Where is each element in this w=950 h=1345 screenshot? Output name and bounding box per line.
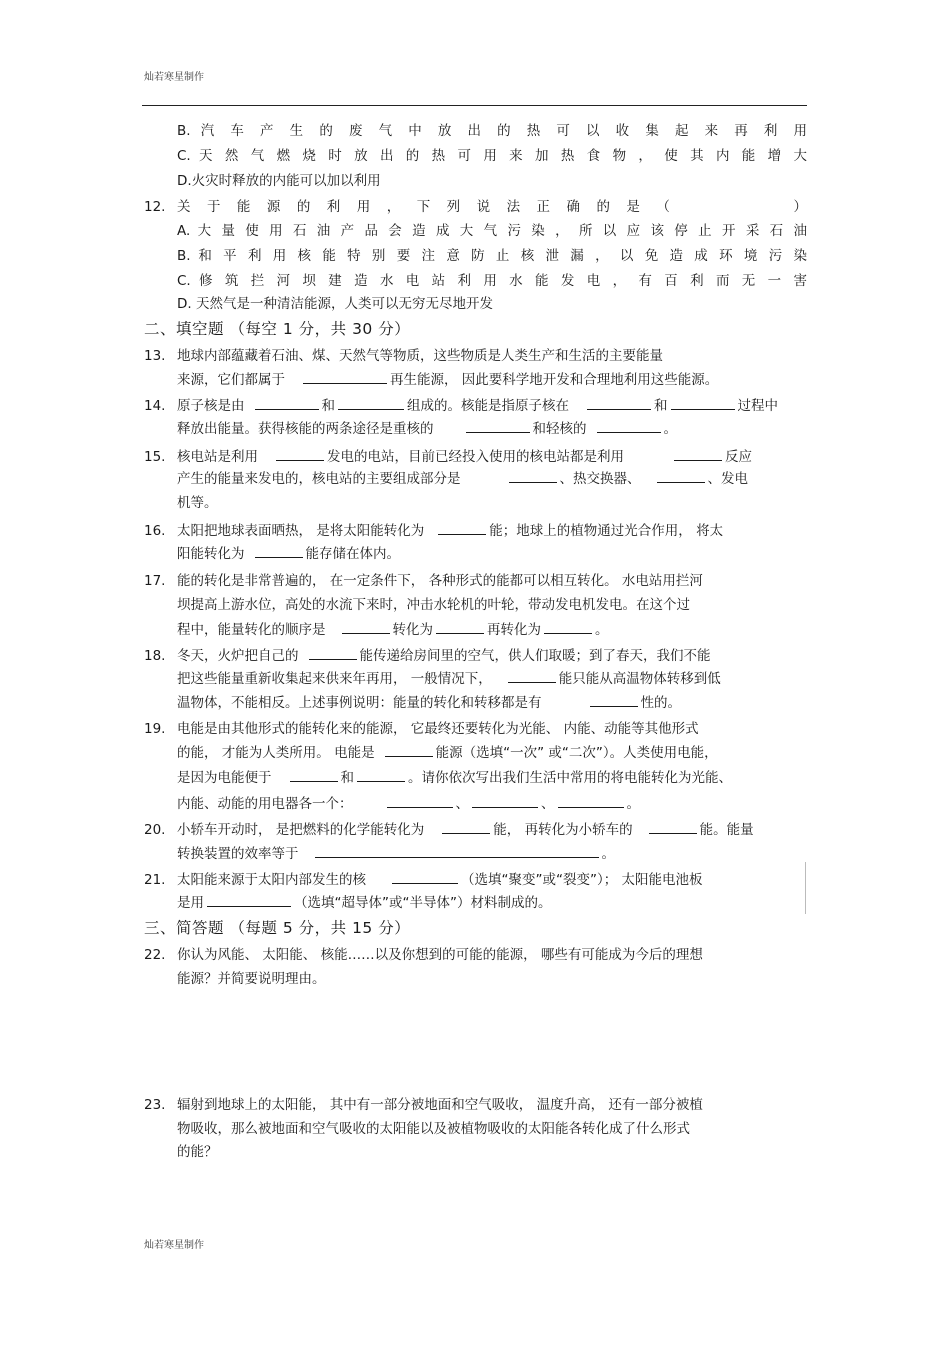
q15-line2: 产生的能量来发电的，核电站的主要组成部分是 、热交换器、 、发电 (177, 471, 748, 487)
blank[interactable] (276, 448, 324, 461)
blank[interactable] (671, 397, 735, 410)
q22-number: 22. (144, 947, 166, 963)
q14-number: 14. (144, 398, 166, 414)
q15-line1: 核电站是利用 发电的电站，目前已经投入使用的核电站都是利用 反应 (177, 449, 752, 465)
q16-number: 16. (144, 523, 166, 539)
q18-number: 18. (144, 648, 166, 664)
q12-option-a: A. 大 量 使 用 石 油 产 品 会 造 成 大 气 污 染 ， 所 以 应 该 停 止 开 采 石 油 (177, 223, 807, 239)
page-header: 灿若寒星制作 (144, 72, 204, 83)
q23-line2: 物吸收，那么被地面和空气吸收的太阳能以及被植物吸收的太阳能各转化成了什么形式 (177, 1121, 690, 1137)
q20-line2: 转换装置的效率等于 。 (177, 846, 615, 862)
header-rule (142, 105, 807, 106)
q16-line1: 太阳把地球表面晒热， 是将太阳能转化为 能；地球上的植物通过光合作用， 将太 (177, 523, 724, 539)
q22-line2: 能源？并简要说明理由。 (177, 971, 326, 987)
q12-option-b: B. 和 平 利 用 核 能 特 别 要 注 意 防 止 核 泄 漏 ， 以 免 造 成 环 境 污 染 (177, 248, 807, 264)
blank[interactable] (657, 470, 705, 483)
blank[interactable] (387, 795, 453, 808)
blank[interactable] (207, 894, 291, 907)
q11-option-c: C. 天 然 气 燃 烧 时 放 出 的 热 可 用 来 加 热 食 物 ， 使 其 内 能 增 大 (177, 148, 807, 164)
blank[interactable] (466, 420, 530, 433)
blank[interactable] (590, 694, 638, 707)
q12-number: 12. (144, 199, 166, 215)
blank[interactable] (309, 647, 357, 660)
q18-line3: 温物体，不能相反。上述事例说明：能量的转化和转移都是有 性的。 (177, 695, 681, 711)
blank[interactable] (509, 470, 557, 483)
blank[interactable] (558, 795, 624, 808)
blank[interactable] (357, 769, 405, 782)
blank[interactable] (338, 397, 404, 410)
q15-number: 15. (144, 449, 166, 465)
q12-option-d: D. 天然气是一种清洁能源，人类可以无穷无尽地开发 (177, 296, 493, 312)
blank[interactable] (674, 448, 722, 461)
blank[interactable] (472, 795, 538, 808)
q12-option-c: C. 修 筑 拦 河 坝 建 造 水 电 站 利 用 水 能 发 电 ， 有 百 利 而 无 一 害 (177, 273, 807, 289)
q18-line1: 冬天，火炉把自己的 能传递给房间里的空气，供人们取暖；到了春天，我们不能 (177, 648, 711, 664)
blank[interactable] (385, 744, 433, 757)
q23-number: 23. (144, 1097, 166, 1113)
blank[interactable] (436, 621, 484, 634)
q22-line1: 你认为风能、 太阳能、 核能……以及你想到的可能的能源， 哪些有可能成为今后的理想 (177, 947, 703, 963)
q13-line1: 地球内部蕴藏着石油、煤、天然气等物质，这些物质是人类生产和生活的主要能量 (177, 348, 663, 364)
q18-line2: 把这些能量重新收集起来供来年再用， 一般情况下， 能只能从高温物体转移到低 (177, 671, 721, 687)
q20-number: 20. (144, 822, 166, 838)
q16-line2: 阳能转化为 能存储在体内。 (177, 546, 400, 562)
q14-line1: 原子核是由 和 组成的。核能是指原子核在 和 过程中 (177, 398, 778, 414)
blank[interactable] (442, 821, 490, 834)
q17-line3: 程中，能量转化的顺序是 转化为 再转化为 。 (177, 622, 609, 638)
q14-line2: 释放出能量。获得核能的两条途径是重核的 和轻核的 。 (177, 421, 677, 437)
q17-number: 17. (144, 573, 166, 589)
blank[interactable] (587, 397, 651, 410)
q21-number: 21. (144, 872, 166, 888)
blank[interactable] (303, 371, 387, 384)
q21-line2: 是用 （选填“超导体”或“半导体”）材料制成的。 (177, 895, 552, 911)
blank[interactable] (508, 670, 556, 683)
section-fill-in-title: 二、填空题 （每空 1 分，共 30 分） (144, 320, 411, 338)
q20-line1: 小轿车开动时， 是把燃料的化学能转化为 能， 再转化为小轿车的 能。能量 (177, 822, 754, 838)
q19-line3: 是因为电能便于 和 。请你依次写出我们生活中常用的将电能转化为光能、 (177, 770, 732, 786)
blank[interactable] (255, 545, 303, 558)
q11-option-d: D.火灾时释放的内能可以加以利用 (177, 173, 381, 189)
q19-line2: 的能， 才能为人类所用。 电能是 能源（选填“一次” 或“二次”）。人类使用电能， (177, 745, 718, 761)
q19-line4: 内能、动能的用电器各一个： 、 、 。 (177, 796, 640, 812)
blank[interactable] (597, 420, 661, 433)
q13-line2: 来源，它们都属于 再生能源， 因此要科学地开发和合理地利用这些能源。 (177, 372, 719, 388)
q15-line3: 机等。 (177, 495, 218, 511)
q13-number: 13. (144, 348, 166, 364)
q11-option-b: B. 汽 车 产 生 的 废 气 中 放 出 的 热 可 以 收 集 起 来 再 利 用 (177, 123, 807, 139)
q23-line3: 的能？ (177, 1144, 218, 1160)
q12-stem: 关 于 能 源 的 利 用 ， 下 列 说 法 正 确 的 是 （ ） (177, 199, 807, 215)
q17-line1: 能的转化是非常普遍的， 在一定条件下， 各种形式的能都可以相互转化。 水电站用拦河 (177, 573, 703, 589)
page-footer: 灿若寒星制作 (144, 1240, 204, 1251)
blank[interactable] (255, 397, 319, 410)
q21-line1: 太阳能来源于太阳内部发生的核 （选填“聚变”或“裂变”）； 太阳能电池板 (177, 872, 703, 888)
q19-line1: 电能是由其他形式的能转化来的能源， 它最终还要转化为光能、 内能、动能等其他形式 (177, 721, 699, 737)
blank[interactable] (342, 621, 390, 634)
q19-number: 19. (144, 721, 166, 737)
blank[interactable] (392, 871, 458, 884)
section-short-answer-title: 三、简答题 （每题 5 分，共 15 分） (144, 919, 411, 937)
q17-line2: 坝提高上游水位，高处的水流下来时，冲击水轮机的叶轮，带动发电机发电。在这个过 (177, 597, 690, 613)
blank[interactable] (649, 821, 697, 834)
blank[interactable] (544, 621, 592, 634)
q23-line1: 辐射到地球上的太阳能， 其中有一部分被地面和空气吸收， 温度升高， 还有一部分被植 (177, 1097, 703, 1113)
blank[interactable] (315, 845, 599, 858)
blank[interactable] (290, 769, 338, 782)
blank[interactable] (438, 522, 486, 535)
